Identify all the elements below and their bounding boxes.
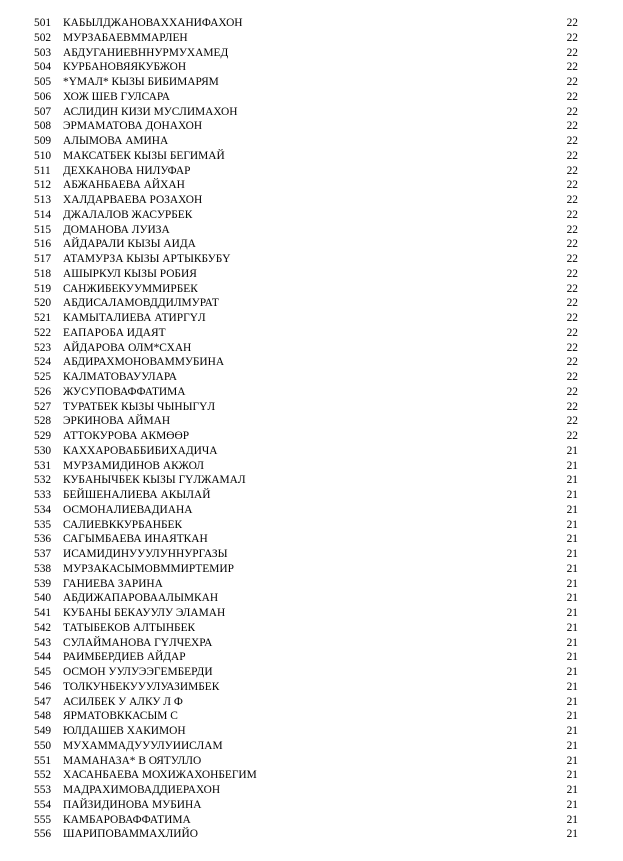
row-number: 548 [34, 710, 52, 723]
score-value: 21 [566, 518, 578, 531]
row-number: 555 [34, 813, 52, 826]
score-value: 22 [566, 31, 578, 44]
list-row [0, 754, 623, 769]
person-name: АБДИСАЛАМОВДДИЛМУРАТ [63, 297, 219, 310]
person-name: ДЕХКАНОВА НИЛУФАР [63, 164, 191, 177]
list-row [0, 503, 623, 518]
row-number: 523 [34, 341, 52, 354]
person-name: ЭРКИНОВА АЙМАН [63, 415, 171, 428]
person-name: САГЫМБАЕВА ИНАЯТКАН [63, 533, 208, 546]
list-row [0, 400, 623, 415]
score-value: 22 [566, 17, 578, 29]
person-name: ГАНИЕВА ЗАРИНА [63, 577, 163, 590]
row-number: 507 [34, 105, 52, 118]
person-name: АЛЫМОВА АМИНА [63, 135, 169, 147]
score-value: 22 [566, 149, 578, 162]
score-value: 22 [566, 282, 578, 295]
list-row [0, 606, 623, 621]
list-row [0, 193, 623, 208]
score-value: 21 [566, 607, 578, 619]
score-value: 21 [566, 636, 578, 649]
row-number: 536 [34, 533, 52, 546]
score-value: 21 [566, 798, 578, 811]
row-number: 535 [34, 518, 52, 531]
row-number: 518 [34, 267, 52, 280]
row-number: 503 [34, 46, 52, 59]
score-value: 21 [566, 725, 578, 737]
score-value: 22 [566, 356, 578, 369]
list-row [0, 311, 623, 326]
score-value: 21 [566, 813, 578, 826]
list-row [0, 105, 623, 120]
row-number: 521 [34, 312, 52, 324]
person-name: САНЖИБЕКУУММИРБЕК [63, 282, 198, 295]
person-name: ЮЛДАШЕВ ХАКИМОН [63, 725, 186, 737]
list-row [0, 341, 623, 356]
row-number: 546 [34, 680, 52, 693]
row-number: 526 [34, 385, 52, 398]
person-name: АЙДАРОВА ОЛМ*СХАН [63, 341, 192, 354]
person-name: ТОЛКУНБЕКУУУЛУАЗИМБЕК [63, 680, 220, 693]
row-number: 516 [34, 238, 52, 251]
list-row [0, 459, 623, 474]
row-number: 504 [34, 61, 52, 74]
person-name: АБЖАНБАЕВА АЙХАН [63, 179, 185, 192]
person-name: МАМАНАЗА* В ОЯТУЛЛО [63, 754, 202, 767]
score-value: 22 [566, 312, 578, 324]
list-row [0, 149, 623, 164]
score-value: 21 [566, 666, 578, 678]
score-value: 22 [566, 223, 578, 236]
list-row [0, 444, 623, 459]
score-value: 22 [566, 326, 578, 339]
score-value: 21 [566, 651, 578, 664]
row-number: 505 [34, 76, 52, 88]
score-value: 22 [566, 46, 578, 59]
person-name: ПАЙЗИДИНОВА МУБИНА [63, 798, 202, 811]
score-value: 22 [566, 371, 578, 383]
score-value: 22 [566, 90, 578, 103]
row-number: 509 [34, 135, 52, 147]
score-value: 22 [566, 105, 578, 118]
row-number: 541 [34, 607, 52, 619]
list-row [0, 267, 623, 282]
person-name: КАЛМАТОВАУУЛАРА [63, 371, 177, 383]
score-value: 22 [566, 208, 578, 221]
list-row [0, 488, 623, 503]
person-name: КУБАНЫ БЕКАУУЛУ ЭЛАМАН [63, 607, 226, 619]
row-number: 547 [34, 695, 52, 708]
list-row [0, 326, 623, 341]
person-name: ЯРМАТОВККАСЫМ С [63, 710, 178, 723]
person-name: ДОМАНОВА ЛУИЗА [63, 223, 170, 236]
row-number: 508 [34, 120, 52, 133]
list-row [0, 414, 623, 429]
list-row [0, 429, 623, 444]
list-row [0, 532, 623, 547]
row-number: 514 [34, 208, 52, 221]
score-value: 21 [566, 503, 578, 516]
row-number: 532 [34, 474, 52, 487]
list-row [0, 355, 623, 370]
person-name: КУБАНЫЧБЕК КЫЗЫ ГҮЛЖАМАЛ [63, 474, 246, 487]
list-row [0, 282, 623, 297]
row-number: 510 [34, 149, 52, 162]
person-name: МАКСАТБЕК КЫЗЫ БЕГИМАЙ [63, 149, 225, 162]
person-name: КАХХАРОВАББИБИХАДИЧА [63, 444, 218, 457]
score-value: 21 [566, 474, 578, 487]
score-value: 21 [566, 459, 578, 472]
row-number: 528 [34, 415, 52, 428]
person-name: АСЛИДИН КИЗИ МУСЛИМАХОН [63, 105, 238, 118]
score-value: 22 [566, 120, 578, 133]
row-number: 542 [34, 621, 52, 634]
person-name: МУРЗАБАЕВММАРЛЕН [63, 31, 188, 44]
person-name: КАБЫЛДЖАНОВАХХАНИФАХОН [63, 17, 243, 29]
row-number: 530 [34, 444, 52, 457]
person-name: ТАТЫБЕКОВ АЛТЫНБЕК [63, 621, 196, 634]
row-number: 506 [34, 90, 52, 103]
list-row [0, 16, 623, 31]
list-row [0, 709, 623, 724]
row-number: 552 [34, 769, 52, 782]
row-number: 529 [34, 430, 52, 442]
row-number: 538 [34, 562, 52, 575]
list-row [0, 813, 623, 828]
score-value: 21 [566, 444, 578, 457]
list-row [0, 252, 623, 267]
row-number: 531 [34, 459, 52, 472]
row-number: 519 [34, 282, 52, 295]
row-number: 517 [34, 253, 52, 265]
person-name: ЕАПАРОБА ИДАЯТ [63, 326, 166, 339]
person-name: АТАМУРЗА КЫЗЫ АРТЫКБУБҮ [63, 253, 231, 265]
row-number: 524 [34, 356, 52, 369]
list-row [0, 60, 623, 75]
list-row [0, 827, 623, 842]
list-row [0, 237, 623, 252]
person-name: ИСАМИДИНУУУЛУННУРГАЗЫ [63, 548, 228, 560]
list-row [0, 134, 623, 149]
row-number: 527 [34, 400, 52, 413]
person-name: *ҮМАЛ* КЫЗЫ БИБИМАРЯМ [63, 76, 219, 88]
score-value: 22 [566, 135, 578, 147]
list-row [0, 75, 623, 90]
score-value: 21 [566, 592, 578, 605]
score-value: 22 [566, 194, 578, 206]
list-row [0, 46, 623, 61]
row-number: 545 [34, 666, 52, 678]
row-number: 525 [34, 371, 52, 383]
row-number: 549 [34, 725, 52, 737]
list-row [0, 577, 623, 592]
list-row [0, 783, 623, 798]
list-row [0, 90, 623, 105]
list-row [0, 385, 623, 400]
score-value: 22 [566, 164, 578, 177]
list-row [0, 650, 623, 665]
person-name: РАИМБЕРДИЕВ АЙДАР [63, 651, 186, 664]
person-name: КАМЫТАЛИЕВА АТИРГҮЛ [63, 312, 206, 324]
row-number: 539 [34, 577, 52, 590]
list-row [0, 518, 623, 533]
score-value: 21 [566, 828, 578, 841]
row-number: 513 [34, 194, 52, 206]
row-number: 550 [34, 739, 52, 752]
row-number: 511 [34, 164, 51, 177]
score-value: 22 [566, 385, 578, 398]
row-number: 540 [34, 592, 52, 605]
list-row [0, 665, 623, 680]
score-value: 21 [566, 784, 578, 796]
ranking-list [0, 16, 623, 842]
row-number: 522 [34, 326, 52, 339]
row-number: 556 [34, 828, 52, 841]
list-row [0, 223, 623, 238]
list-row [0, 680, 623, 695]
person-name: МАДРАХИМОВАДДИЕРАХОН [63, 784, 221, 796]
list-row [0, 798, 623, 813]
score-value: 22 [566, 253, 578, 265]
list-row [0, 724, 623, 739]
row-number: 537 [34, 548, 52, 560]
score-value: 21 [566, 562, 578, 575]
score-value: 21 [566, 754, 578, 767]
person-name: АСИЛБЕК У АЛКУ Л Ф [63, 695, 183, 708]
person-name: ХАСАНБАЕВА МОХИЖАХОНБЕГИМ [63, 769, 257, 782]
person-name: ТУРАТБЕК КЫЗЫ ЧЫНЫГҮЛ [63, 400, 216, 413]
score-value: 22 [566, 238, 578, 251]
person-name: КУРБАНОВЯЯКУБЖОН [63, 61, 187, 74]
person-name: АТТОКУРОВА АКМӨӨР [63, 430, 190, 442]
person-name: ЖУСУПОВАФФАТИМА [63, 385, 186, 398]
row-number: 515 [34, 223, 52, 236]
row-number: 551 [34, 754, 52, 767]
list-row [0, 31, 623, 46]
row-number: 533 [34, 489, 52, 501]
person-name: ОСМОНАЛИЕВАДИАНА [63, 503, 193, 516]
row-number: 534 [34, 503, 52, 516]
person-name: АЙДАРАЛИ КЫЗЫ АИДА [63, 238, 196, 251]
score-value: 22 [566, 179, 578, 192]
list-row [0, 562, 623, 577]
score-value: 22 [566, 415, 578, 428]
score-value: 21 [566, 621, 578, 634]
list-row [0, 119, 623, 134]
person-name: ШАРИПОВАММАХЛИЙО [63, 828, 198, 841]
row-number: 520 [34, 297, 52, 310]
person-name: МУРЗАМИДИНОВ АКЖОЛ [63, 459, 204, 472]
score-value: 21 [566, 533, 578, 546]
list-row [0, 370, 623, 385]
person-name: АБДИЖАПАРОВААЛЫМКАН [63, 592, 219, 605]
person-name: АБДИРАХМОНОВАММУБИНА [63, 356, 225, 369]
score-value: 21 [566, 739, 578, 752]
list-row [0, 473, 623, 488]
person-name: ЭРМАМАТОВА ДОНАХОН [63, 120, 203, 133]
score-value: 22 [566, 267, 578, 280]
row-number: 543 [34, 636, 52, 649]
score-value: 21 [566, 489, 578, 501]
person-name: ДЖАЛАЛОВ ЖАСУРБЕК [63, 208, 193, 221]
score-value: 22 [566, 297, 578, 310]
score-value: 22 [566, 76, 578, 88]
list-row [0, 621, 623, 636]
score-value: 22 [566, 400, 578, 413]
person-name: ХАЛДАРВАЕВА РОЗАХОН [63, 194, 203, 206]
list-row [0, 636, 623, 651]
row-number: 553 [34, 784, 52, 796]
person-name: СУЛАЙМАНОВА ГҮЛЧЕХРА [63, 636, 213, 649]
score-value: 21 [566, 769, 578, 782]
score-value: 22 [566, 341, 578, 354]
list-row [0, 178, 623, 193]
list-row [0, 695, 623, 710]
row-number: 554 [34, 798, 52, 811]
person-name: АБДУГАНИЕВННУРМУХАМЕД [63, 46, 229, 59]
list-row [0, 768, 623, 783]
list-row [0, 739, 623, 754]
list-row [0, 164, 623, 179]
list-row [0, 208, 623, 223]
score-value: 21 [566, 710, 578, 723]
person-name: АШЫРКУЛ КЫЗЫ РОБИЯ [63, 267, 197, 280]
list-row [0, 296, 623, 311]
score-value: 21 [566, 695, 578, 708]
list-row [0, 591, 623, 606]
score-value: 22 [566, 61, 578, 74]
person-name: МУХАММАДУУУЛУИИСЛАМ [63, 739, 223, 752]
row-number: 512 [34, 179, 52, 192]
person-name: БЕЙШЕНАЛИЕВА АКЫЛАЙ [63, 489, 211, 501]
score-value: 21 [566, 548, 578, 560]
person-name: САЛИЕВККУРБАНБЕК [63, 518, 183, 531]
score-value: 21 [566, 680, 578, 693]
person-name: ОСМОН УУЛУЭЭГЕМБЕРДИ [63, 666, 213, 678]
score-value: 21 [566, 577, 578, 590]
person-name: КАМБАРОВАФФАТИМА [63, 813, 191, 826]
row-number: 502 [34, 31, 52, 44]
list-row [0, 547, 623, 562]
row-number: 501 [34, 17, 52, 29]
row-number: 544 [34, 651, 52, 664]
score-value: 22 [566, 430, 578, 442]
person-name: ХОЖ ШЕВ ГУЛСАРА [63, 90, 170, 103]
person-name: МУРЗАКАСЫМОВММИРТЕМИР [63, 562, 234, 575]
